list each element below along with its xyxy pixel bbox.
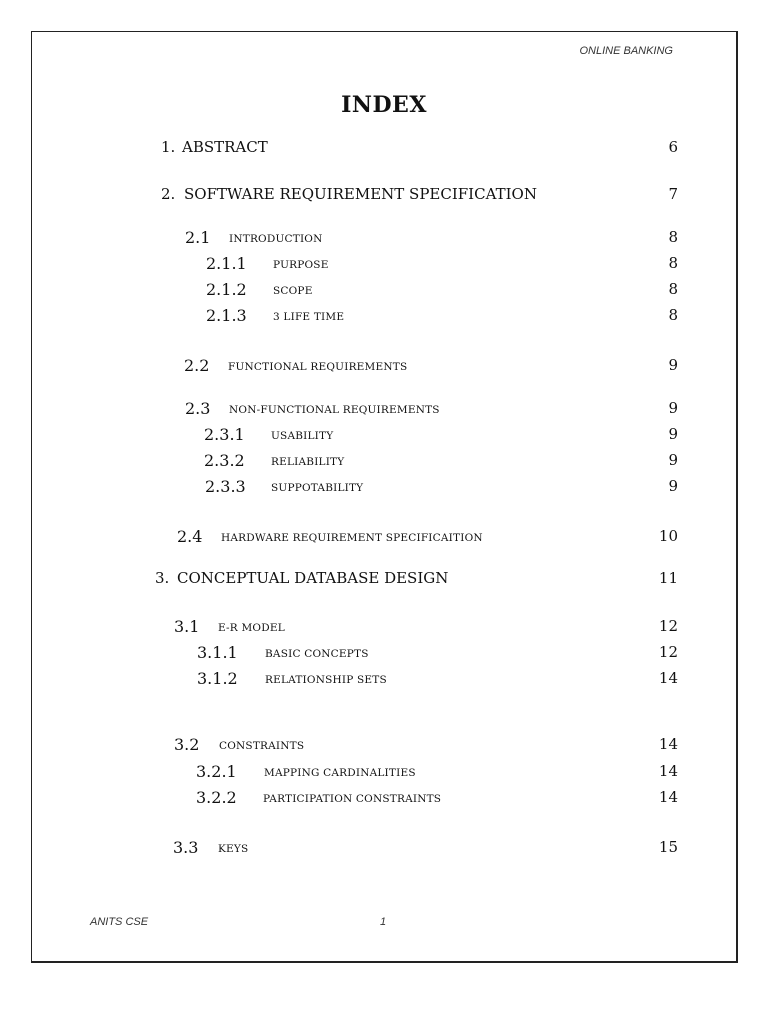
toc-number: 3.2.2 [196, 788, 237, 807]
toc-number: 3.1 [174, 617, 200, 636]
toc-number: 3.2 [174, 735, 200, 754]
toc-label: SOFTWARE REQUIREMENT SPECIFICATION [184, 185, 537, 203]
toc-page: 9 [668, 477, 678, 495]
toc-page: 14 [658, 788, 678, 806]
toc-page: 15 [658, 838, 678, 856]
toc-number: 2.3.3 [205, 477, 246, 496]
toc-entry [0, 356, 768, 376]
toc-entry [0, 399, 768, 419]
page-title: INDEX [341, 92, 427, 118]
toc-label: CONCEPTUAL DATABASE DESIGN [177, 569, 449, 587]
toc-label: MAPPING CARDINALITIES [264, 767, 416, 779]
toc-number: 1. [161, 138, 176, 156]
toc-page: 9 [668, 356, 678, 374]
toc-page: 14 [658, 735, 678, 753]
toc-label: RELATIONSHIP SETS [265, 674, 387, 686]
toc-page: 14 [658, 762, 678, 780]
toc-page: 10 [658, 527, 678, 545]
toc-entry [0, 527, 768, 547]
toc-entry [0, 451, 768, 471]
toc-page: 8 [668, 280, 678, 298]
toc-label: SCOPE [273, 285, 313, 297]
toc-label: FUNCTIONAL REQUIREMENTS [228, 361, 408, 373]
toc-label: E-R MODEL [218, 622, 285, 634]
toc-page: 14 [658, 669, 678, 687]
page-border [31, 31, 738, 963]
toc-entry [0, 838, 768, 858]
toc-number: 3.1.2 [197, 669, 238, 688]
toc-entry [0, 138, 768, 158]
toc-number: 2. [161, 185, 176, 203]
toc-label: BASIC CONCEPTS [265, 648, 369, 660]
toc-number: 3.3 [173, 838, 199, 857]
toc-label: NON-FUNCTIONAL REQUIREMENTS [229, 404, 440, 416]
toc-entry [0, 617, 768, 637]
toc-label: RELIABILITY [271, 456, 345, 468]
toc-entry [0, 228, 768, 248]
toc-number: 2.2 [184, 356, 210, 375]
toc-page: 8 [668, 254, 678, 272]
toc-page: 9 [668, 451, 678, 469]
toc-number: 2.3 [185, 399, 211, 418]
toc-label: PURPOSE [273, 259, 329, 271]
toc-page: 7 [668, 185, 678, 203]
toc-number: 2.1.2 [206, 280, 247, 299]
toc-entry [0, 425, 768, 445]
toc-entry [0, 569, 768, 589]
toc-entry [0, 735, 768, 755]
toc-entry [0, 254, 768, 274]
toc-label: SUPPOTABILITY [271, 482, 364, 494]
toc-page: 12 [658, 643, 678, 661]
toc-label: ABSTRACT [182, 138, 268, 156]
toc-number: 3.2.1 [196, 762, 237, 781]
toc-label: CONSTRAINTS [219, 740, 305, 752]
toc-page: 8 [668, 306, 678, 324]
toc-entry [0, 306, 768, 326]
running-header: ONLINE BANKING [579, 45, 673, 57]
toc-number: 2.1.1 [206, 254, 247, 273]
toc-page: 9 [668, 399, 678, 417]
toc-entry [0, 477, 768, 497]
toc-number: 2.4 [177, 527, 203, 546]
toc-number: 2.3.1 [204, 425, 245, 444]
toc-number: 2.1.3 [206, 306, 247, 325]
footer-page-number: 1 [380, 916, 387, 928]
toc-number: 2.1 [185, 228, 211, 247]
toc-entry [0, 185, 768, 205]
toc-number: 3.1.1 [197, 643, 238, 662]
toc-entry [0, 762, 768, 782]
toc-entry [0, 643, 768, 663]
toc-label: 3 LIFE TIME [273, 311, 345, 323]
toc-entry [0, 280, 768, 300]
toc-page: 6 [668, 138, 678, 156]
toc-page: 11 [658, 569, 678, 587]
footer-left: ANITS CSE [90, 916, 149, 928]
toc-entry [0, 788, 768, 808]
toc-entry [0, 669, 768, 689]
toc-label: HARDWARE REQUIREMENT SPECIFICAITION [221, 532, 483, 544]
toc-page: 9 [668, 425, 678, 443]
toc-label: KEYS [218, 843, 249, 855]
toc-number: 2.3.2 [204, 451, 245, 470]
toc-page: 8 [668, 228, 678, 246]
toc-number: 3. [155, 569, 170, 587]
toc-label: INTRODUCTION [229, 233, 323, 245]
toc-label: USABILITY [271, 430, 334, 442]
toc-label: PARTICIPATION CONSTRAINTS [263, 793, 442, 805]
toc-page: 12 [658, 617, 678, 635]
